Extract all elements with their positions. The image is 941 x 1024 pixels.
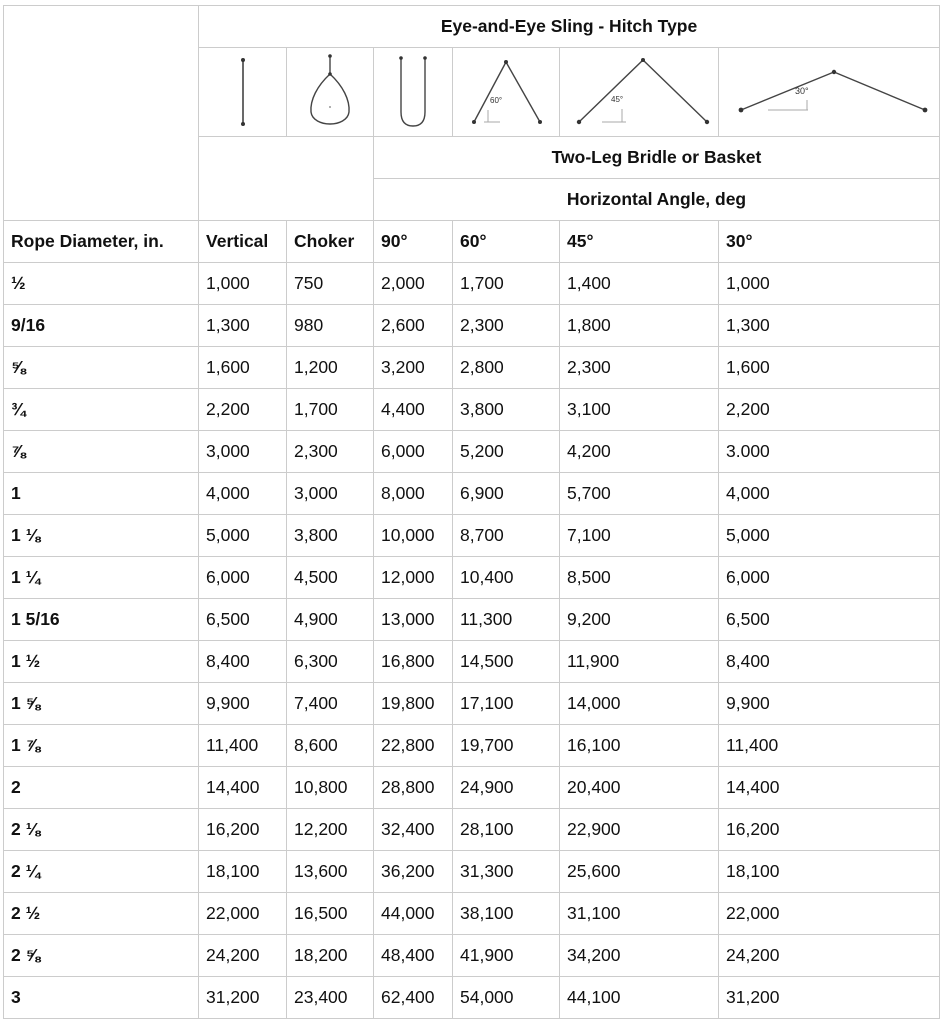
table-row	[4, 431, 940, 473]
row-header-cell: ¾	[4, 389, 199, 431]
table-cell: 6,300	[287, 641, 374, 683]
table-row	[4, 305, 940, 347]
table-cell: 6,000	[199, 557, 287, 599]
table-cell: 44,100	[560, 977, 719, 1019]
table-cell: 6,500	[719, 599, 940, 641]
table-cell: 2,200	[199, 389, 287, 431]
table-cell: 1,600	[719, 347, 940, 389]
table-cell: 8,400	[719, 641, 940, 683]
table-row	[4, 515, 940, 557]
table-cell: 28,800	[374, 767, 453, 809]
table-cell: 19,800	[374, 683, 453, 725]
table-cell: 14,000	[560, 683, 719, 725]
table-cell: 3,000	[199, 431, 287, 473]
table-cell: 8,400	[199, 641, 287, 683]
table-cell: 1,800	[560, 305, 719, 347]
table-cell: 4,000	[199, 473, 287, 515]
choker-hitch-icon	[305, 52, 355, 132]
table-cell: 18,200	[287, 935, 374, 977]
table-cell: 8,700	[453, 515, 560, 557]
column-header: 45°	[560, 221, 719, 263]
row-header-cell: 1 ¼	[4, 557, 199, 599]
table-cell: 48,400	[374, 935, 453, 977]
table-cell: 31,200	[199, 977, 287, 1019]
bridle-30-diagram	[719, 48, 940, 137]
table-cell: 9,200	[560, 599, 719, 641]
row-header-cell: 2 ⅛	[4, 809, 199, 851]
table-cell: 20,400	[560, 767, 719, 809]
table-cell: 4,200	[560, 431, 719, 473]
table-title: Eye-and-Eye Sling - Hitch Type	[199, 6, 940, 48]
table-cell: 11,400	[199, 725, 287, 767]
table-cell: 25,600	[560, 851, 719, 893]
bridle-30-icon	[723, 52, 935, 132]
table-cell: 12,000	[374, 557, 453, 599]
row-header-cell: 1 ½	[4, 641, 199, 683]
row-header-cell: 2 ⅝	[4, 935, 199, 977]
table-cell: 13,600	[287, 851, 374, 893]
table-row	[4, 851, 940, 893]
table-row	[4, 263, 940, 305]
table-cell: 2,300	[287, 431, 374, 473]
table-cell: 19,700	[453, 725, 560, 767]
table-cell: 1,600	[199, 347, 287, 389]
row-header-cell: 1 ⅞	[4, 725, 199, 767]
angle-label-30: 30°	[795, 86, 809, 96]
table-cell: 1,300	[719, 305, 940, 347]
row-header-cell: 1 5/16	[4, 599, 199, 641]
corner-cell	[4, 6, 199, 221]
table-row	[4, 557, 940, 599]
table-cell: 62,400	[374, 977, 453, 1019]
table-cell: 54,000	[453, 977, 560, 1019]
row-header-cell: ⅞	[4, 431, 199, 473]
table-cell: 24,200	[719, 935, 940, 977]
table-cell: 44,000	[374, 893, 453, 935]
choker-hitch-diagram	[287, 48, 374, 137]
table-body	[4, 263, 940, 1019]
row-header-cell: 2 ¼	[4, 851, 199, 893]
table-cell: 2,300	[453, 305, 560, 347]
sling-capacity-table	[3, 5, 940, 1019]
column-header: Choker	[287, 221, 374, 263]
table-cell: 16,200	[199, 809, 287, 851]
column-header: 30°	[719, 221, 940, 263]
table-cell: 5,000	[719, 515, 940, 557]
table-cell: 13,000	[374, 599, 453, 641]
table-cell: 3.000	[719, 431, 940, 473]
table-cell: 16,500	[287, 893, 374, 935]
table-cell: 17,100	[453, 683, 560, 725]
table-row	[4, 725, 940, 767]
table-row	[4, 935, 940, 977]
table-cell: 10,800	[287, 767, 374, 809]
table-cell: 12,200	[287, 809, 374, 851]
table-row	[4, 809, 940, 851]
bridle-45-diagram	[560, 48, 719, 137]
table-cell: 24,900	[453, 767, 560, 809]
table-cell: 9,900	[199, 683, 287, 725]
table-row	[4, 683, 940, 725]
basket-90-diagram	[374, 48, 453, 137]
row-header-cell: 2	[4, 767, 199, 809]
table-cell: 6,000	[719, 557, 940, 599]
table-cell: 2,300	[560, 347, 719, 389]
vertical-hitch-diagram	[199, 48, 287, 137]
angle-label-45: 45°	[611, 95, 624, 104]
row-header-cell: 9/16	[4, 305, 199, 347]
table-cell: 9,900	[719, 683, 940, 725]
table-cell: 3,100	[560, 389, 719, 431]
table-cell: 31,200	[719, 977, 940, 1019]
table-cell: 3,000	[287, 473, 374, 515]
vertical-hitch-icon	[233, 54, 253, 130]
table-cell: 11,300	[453, 599, 560, 641]
column-header: 60°	[453, 221, 560, 263]
row-header-cell: 1	[4, 473, 199, 515]
blank-header-cell	[199, 137, 374, 221]
table-cell: 2,600	[374, 305, 453, 347]
table-cell: 22,000	[719, 893, 940, 935]
table-cell: 34,200	[560, 935, 719, 977]
table-cell: 23,400	[287, 977, 374, 1019]
bridle-60-diagram	[453, 48, 560, 137]
table-cell: 24,200	[199, 935, 287, 977]
table-cell: 3,800	[287, 515, 374, 557]
table-cell: 11,900	[560, 641, 719, 683]
table-cell: 1,700	[287, 389, 374, 431]
table-cell: 750	[287, 263, 374, 305]
table-cell: 8,600	[287, 725, 374, 767]
table-cell: 4,900	[287, 599, 374, 641]
table-row	[4, 473, 940, 515]
table-cell: 1,400	[560, 263, 719, 305]
table-cell: 31,300	[453, 851, 560, 893]
table-row	[4, 641, 940, 683]
table-cell: 3,800	[453, 389, 560, 431]
table-cell: 16,100	[560, 725, 719, 767]
table-cell: 10,000	[374, 515, 453, 557]
table-cell: 36,200	[374, 851, 453, 893]
table-cell: 1,000	[719, 263, 940, 305]
row-header-cell: 3	[4, 977, 199, 1019]
row-header-cell: ½	[4, 263, 199, 305]
column-header: 90°	[374, 221, 453, 263]
group-subtitle: Horizontal Angle, deg	[374, 179, 940, 221]
table-cell: 7,400	[287, 683, 374, 725]
table-cell: 6,000	[374, 431, 453, 473]
table-cell: 18,100	[199, 851, 287, 893]
table-cell: 4,000	[719, 473, 940, 515]
table-cell: 5,200	[453, 431, 560, 473]
table-cell: 16,200	[719, 809, 940, 851]
row-header-cell: 1 ⅛	[4, 515, 199, 557]
table-cell: 32,400	[374, 809, 453, 851]
table-row	[4, 893, 940, 935]
table-row	[4, 767, 940, 809]
table-cell: 38,100	[453, 893, 560, 935]
table-cell: 11,400	[719, 725, 940, 767]
table-cell: 5,700	[560, 473, 719, 515]
table-cell: 1,700	[453, 263, 560, 305]
table-cell: 6,900	[453, 473, 560, 515]
table-cell: 1,200	[287, 347, 374, 389]
table-row	[4, 389, 940, 431]
table-cell: 4,400	[374, 389, 453, 431]
table-cell: 14,500	[453, 641, 560, 683]
row-header-cell: 2 ½	[4, 893, 199, 935]
column-header: Rope Diameter, in.	[4, 221, 199, 263]
table-cell: 2,800	[453, 347, 560, 389]
table-cell: 7,100	[560, 515, 719, 557]
table-cell: 1,000	[199, 263, 287, 305]
table-cell: 4,500	[287, 557, 374, 599]
row-header-cell: 1 ⅝	[4, 683, 199, 725]
table-cell: 28,100	[453, 809, 560, 851]
group-title: Two-Leg Bridle or Basket	[374, 137, 940, 179]
table-cell: 14,400	[199, 767, 287, 809]
table-cell: 14,400	[719, 767, 940, 809]
table-cell: 2,000	[374, 263, 453, 305]
table-row	[4, 977, 940, 1019]
table-cell: 18,100	[719, 851, 940, 893]
table-cell: 5,000	[199, 515, 287, 557]
column-header-row	[4, 221, 940, 263]
table-cell: 8,000	[374, 473, 453, 515]
table-cell: 1,300	[199, 305, 287, 347]
table-cell: 8,500	[560, 557, 719, 599]
table-cell: 2,200	[719, 389, 940, 431]
table-cell: 31,100	[560, 893, 719, 935]
table-cell: 22,000	[199, 893, 287, 935]
table-cell: 3,200	[374, 347, 453, 389]
column-header: Vertical	[199, 221, 287, 263]
table-cell: 41,900	[453, 935, 560, 977]
table-cell: 22,800	[374, 725, 453, 767]
table-row	[4, 347, 940, 389]
table-cell: 10,400	[453, 557, 560, 599]
bridle-60-icon	[458, 52, 554, 132]
table-cell: 16,800	[374, 641, 453, 683]
row-header-cell: ⅝	[4, 347, 199, 389]
table-cell: 980	[287, 305, 374, 347]
bridle-45-icon	[564, 52, 714, 132]
table-cell: 22,900	[560, 809, 719, 851]
table-row	[4, 599, 940, 641]
table-cell: 6,500	[199, 599, 287, 641]
angle-label-60: 60°	[490, 96, 503, 105]
basket-90-icon	[391, 52, 435, 132]
